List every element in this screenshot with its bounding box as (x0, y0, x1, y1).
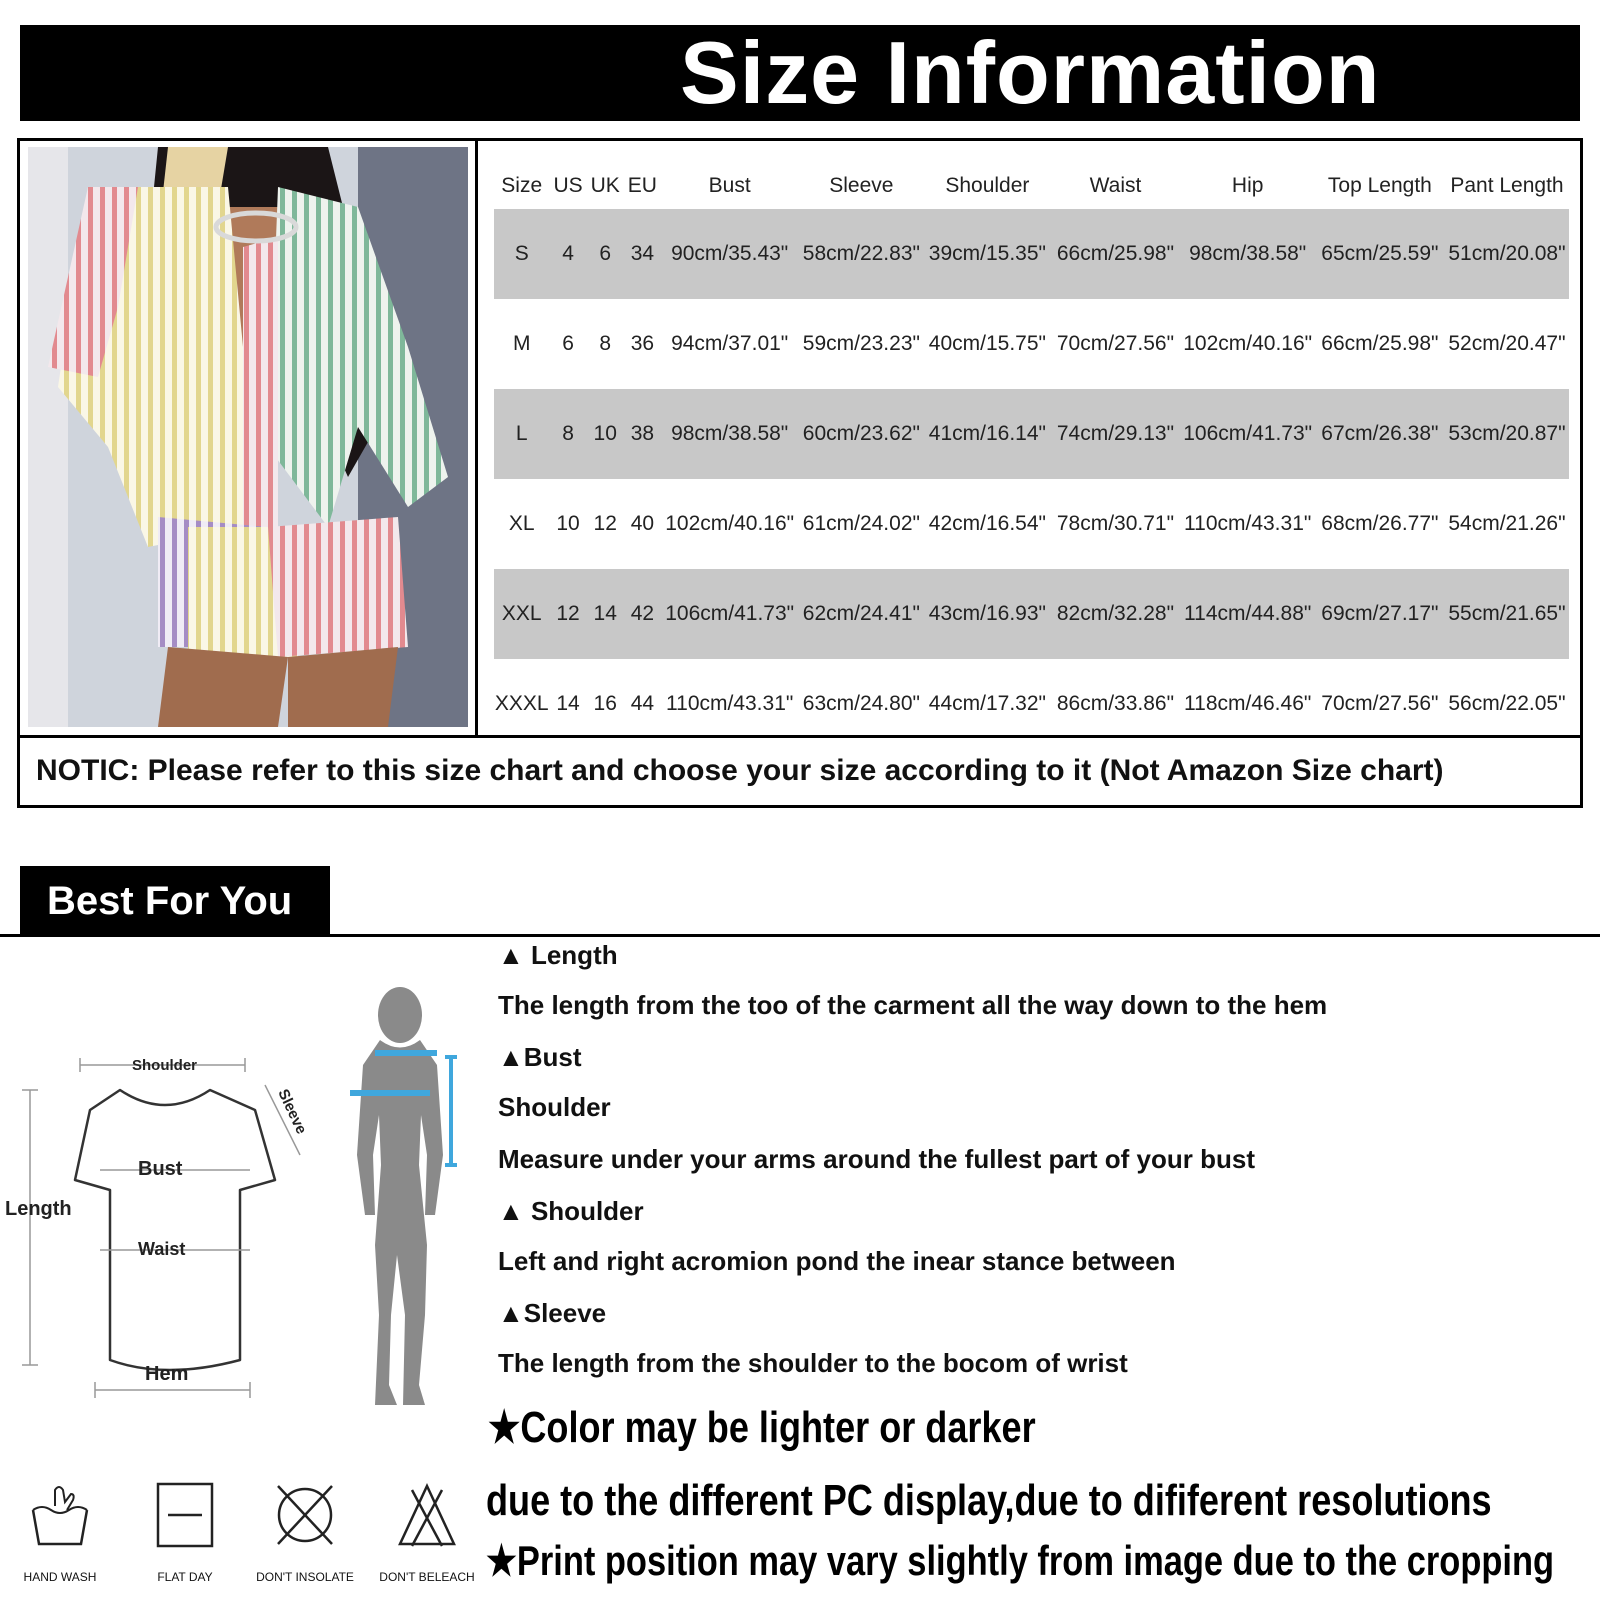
table-cell: 44cm/17.32" (928, 692, 1046, 715)
table-cell: 51cm/20.08" (1445, 209, 1569, 299)
table-cell: 118cm/46.46" (1184, 692, 1312, 715)
diagram-label-length: Length (5, 1198, 72, 1220)
display-note: due to the different PC display,due to dififerent resolutions (486, 1476, 1492, 1525)
diagram-label-waist: Waist (138, 1239, 186, 1259)
table-cell: 69cm/27.17" (1315, 569, 1445, 659)
column-header: Size (501, 174, 543, 197)
garment-measure-diagram (0, 1040, 330, 1440)
hand-wash-icon (25, 1480, 95, 1550)
table-cell: 59cm/23.23" (802, 332, 920, 355)
table-cell: 82cm/32.28" (1050, 569, 1180, 659)
print-position-note: ★Print position may vary slightly from image due to the cropping (486, 1537, 1555, 1584)
table-cell: 106cm/41.73" (661, 569, 798, 659)
table-cell: 43cm/16.93" (924, 569, 1050, 659)
header-banner (20, 25, 1580, 121)
diagram-label-hem: Hem (145, 1363, 189, 1385)
best-for-you-heading: Best For You (20, 866, 330, 936)
table-cell: 67cm/26.38" (1315, 389, 1445, 479)
table-cell: 66cm/25.98" (1050, 209, 1180, 299)
column-header: Bust (708, 174, 751, 197)
section-divider (0, 934, 1600, 937)
table-cell: 66cm/25.98" (1321, 332, 1439, 355)
column-header: Shoulder (945, 174, 1030, 197)
column-header: EU (627, 174, 657, 197)
table-cell: 90cm/35.43" (661, 209, 798, 299)
table-row (494, 569, 1569, 659)
table-cell: 54cm/21.26" (1448, 512, 1566, 535)
product-photo (28, 147, 468, 727)
table-cell: 94cm/37.01" (671, 332, 789, 355)
page-title: Size Information (680, 23, 1381, 122)
size-table (494, 163, 1569, 749)
flat-dry-icon (150, 1480, 220, 1550)
description-bust: Measure under your arms around the fullest part of your bust (498, 1144, 1256, 1174)
table-cell: XXXL (494, 692, 549, 715)
table-cell: 70cm/27.56" (1321, 692, 1439, 715)
body-silhouette (345, 985, 475, 1415)
heading-length: ▲ Length (498, 940, 618, 970)
size-notice: NOTIC: Please refer to this size chart and choose your size according to it (Not Amazon Size chart) (17, 738, 1583, 808)
table-cell: 102cm/40.16" (665, 512, 795, 535)
table-cell: 4 (549, 209, 586, 299)
table-cell: 52cm/20.47" (1448, 332, 1566, 355)
diagram-label-shoulder: Shoulder (132, 1057, 198, 1074)
table-row (494, 299, 1569, 389)
table-cell: 10 (556, 512, 580, 535)
table-row (494, 209, 1569, 299)
table-cell: 12 (593, 512, 617, 535)
care-label: FLAT DAY (157, 1570, 213, 1584)
diagram-label-sleeve: Sleeve (274, 1086, 310, 1137)
table-cell: 14 (587, 569, 624, 659)
table-cell: 16 (593, 692, 617, 715)
table-row (494, 479, 1569, 569)
table-cell: XL (508, 512, 535, 535)
diagram-label-bust: Bust (138, 1158, 183, 1180)
size-table-header (494, 163, 1569, 209)
care-hand-wash (5, 1480, 115, 1584)
table-cell: 55cm/21.65" (1445, 569, 1569, 659)
table-cell: 6 (562, 332, 574, 355)
heading-bust: ▲Bust (498, 1042, 582, 1072)
size-table-area (478, 141, 1580, 735)
table-cell: 98cm/38.58" (1181, 209, 1315, 299)
care-label: DON'T INSOLATE (256, 1570, 354, 1584)
table-cell: 74cm/29.13" (1050, 389, 1180, 479)
table-cell: 12 (549, 569, 586, 659)
column-header: US (553, 174, 583, 197)
table-cell: S (494, 209, 549, 299)
table-cell: 36 (630, 332, 655, 355)
table-cell: M (512, 332, 531, 355)
table-cell: 40 (630, 512, 655, 535)
table-cell: 40cm/15.75" (928, 332, 1046, 355)
table-cell: XXL (494, 569, 549, 659)
description-shoulder: Left and right acromion pond the inear stance between (498, 1246, 1176, 1276)
table-cell: 10 (587, 389, 624, 479)
heading-sleeve: ▲Sleeve (498, 1298, 607, 1328)
table-cell: 6 (587, 209, 624, 299)
table-cell: 98cm/38.58" (661, 389, 798, 479)
table-cell: 70cm/27.56" (1056, 332, 1175, 355)
table-cell: 8 (549, 389, 586, 479)
table-cell: 61cm/24.02" (802, 512, 920, 535)
table-cell: 110cm/43.31" (1184, 512, 1312, 535)
table-cell: 58cm/22.83" (798, 209, 924, 299)
product-photo-frame (20, 141, 478, 735)
table-cell: 38 (624, 389, 661, 479)
heading-shoulder: ▲ Shoulder (498, 1196, 644, 1226)
table-row (494, 389, 1569, 479)
table-cell: 65cm/25.59" (1315, 209, 1445, 299)
table-cell: 39cm/15.35" (924, 209, 1050, 299)
table-cell: L (494, 389, 549, 479)
table-cell: 53cm/20.87" (1445, 389, 1569, 479)
table-row (494, 659, 1569, 749)
table-cell: 68cm/26.77" (1321, 512, 1439, 535)
table-cell: 34 (624, 209, 661, 299)
table-cell: 63cm/24.80" (802, 692, 920, 715)
column-header: Waist (1089, 174, 1142, 197)
table-cell: 78cm/30.71" (1056, 512, 1175, 535)
table-cell: 62cm/24.41" (798, 569, 924, 659)
do-not-bleach-icon (392, 1480, 462, 1550)
table-cell: 86cm/33.86" (1056, 692, 1175, 715)
table-cell: 114cm/44.88" (1181, 569, 1315, 659)
description-length: The length from the too of the carment all the way down to the hem (498, 990, 1328, 1020)
table-cell: 106cm/41.73" (1181, 389, 1315, 479)
care-do-not-bleach (372, 1480, 482, 1584)
color-note: ★Color may be lighter or darker (488, 1403, 1036, 1452)
table-cell: 60cm/23.62" (798, 389, 924, 479)
column-header: Top Length (1327, 174, 1432, 197)
care-flat-dry (130, 1480, 240, 1584)
table-cell: 41cm/16.14" (924, 389, 1050, 479)
table-cell: 102cm/40.16" (1183, 332, 1313, 355)
size-chart-frame (17, 138, 1583, 738)
table-cell: 8 (599, 332, 612, 355)
table-cell: 42 (624, 569, 661, 659)
column-header: Hip (1231, 174, 1264, 197)
label-shoulder: Shoulder (498, 1092, 611, 1122)
care-do-not-insolate (250, 1480, 360, 1584)
table-cell: 44 (630, 692, 655, 715)
table-cell: 56cm/22.05" (1448, 692, 1566, 715)
do-not-tumble-dry-icon (270, 1480, 340, 1550)
column-header: Sleeve (829, 174, 894, 197)
column-header: UK (590, 174, 620, 197)
care-label: DON'T BELEACH (379, 1570, 475, 1584)
column-header: Pant Length (1450, 174, 1564, 197)
description-sleeve: The length from the shoulder to the bocom of wrist (498, 1348, 1128, 1378)
table-cell: 14 (556, 692, 580, 715)
care-label: HAND WASH (23, 1570, 97, 1584)
table-cell: 42cm/16.54" (928, 512, 1046, 535)
table-cell: 110cm/43.31" (666, 692, 794, 715)
